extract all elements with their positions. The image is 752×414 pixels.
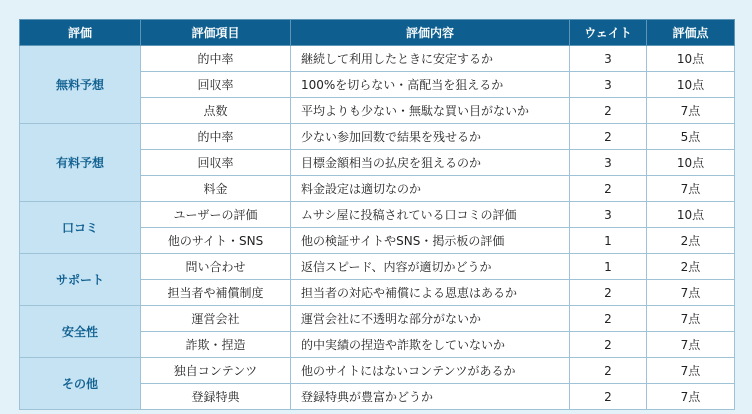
weight-cell: 2 bbox=[570, 306, 647, 332]
category-cell: 有料予想 bbox=[20, 124, 141, 202]
score-cell: 7点 bbox=[647, 384, 735, 410]
item-cell: 的中率 bbox=[141, 46, 291, 72]
table-row bbox=[20, 46, 735, 72]
header-evaluation: 評価 bbox=[20, 20, 141, 46]
table-row bbox=[20, 124, 735, 150]
header-content: 評価内容 bbox=[291, 20, 570, 46]
weight-cell: 3 bbox=[570, 46, 647, 72]
header-row bbox=[20, 20, 735, 46]
table-row bbox=[20, 254, 735, 280]
weight-cell: 2 bbox=[570, 332, 647, 358]
content-cell: 目標金額相当の払戻を狙えるのか bbox=[291, 150, 570, 176]
table-body bbox=[20, 46, 735, 410]
item-cell: 回収率 bbox=[141, 72, 291, 98]
content-cell: 100%を切らない・高配当を狙えるか bbox=[291, 72, 570, 98]
content-cell: 料金設定は適切なのか bbox=[291, 176, 570, 202]
content-cell: 返信スピード、内容が適切かどうか bbox=[291, 254, 570, 280]
weight-cell: 2 bbox=[570, 280, 647, 306]
weight-cell: 1 bbox=[570, 228, 647, 254]
weight-cell: 2 bbox=[570, 358, 647, 384]
score-cell: 7点 bbox=[647, 280, 735, 306]
category-cell: 安全性 bbox=[20, 306, 141, 358]
score-cell: 5点 bbox=[647, 124, 735, 150]
score-cell: 7点 bbox=[647, 332, 735, 358]
score-cell: 10点 bbox=[647, 150, 735, 176]
item-cell: 他のサイト・SNS bbox=[141, 228, 291, 254]
weight-cell: 2 bbox=[570, 176, 647, 202]
item-cell: 詐欺・捏造 bbox=[141, 332, 291, 358]
evaluation-table bbox=[19, 19, 735, 410]
item-cell: 点数 bbox=[141, 98, 291, 124]
score-cell: 10点 bbox=[647, 46, 735, 72]
header-item: 評価項目 bbox=[141, 20, 291, 46]
weight-cell: 3 bbox=[570, 150, 647, 176]
score-cell: 7点 bbox=[647, 98, 735, 124]
category-cell: 無料予想 bbox=[20, 46, 141, 124]
weight-cell: 2 bbox=[570, 384, 647, 410]
content-cell: 的中実績の捏造や詐欺をしていないか bbox=[291, 332, 570, 358]
weight-cell: 2 bbox=[570, 124, 647, 150]
evaluation-table-container bbox=[19, 19, 734, 410]
weight-cell: 1 bbox=[570, 254, 647, 280]
score-cell: 2点 bbox=[647, 254, 735, 280]
content-cell: 少ない参加回数で結果を残せるか bbox=[291, 124, 570, 150]
item-cell: 料金 bbox=[141, 176, 291, 202]
table-row bbox=[20, 202, 735, 228]
table-row bbox=[20, 358, 735, 384]
item-cell: 独自コンテンツ bbox=[141, 358, 291, 384]
weight-cell: 3 bbox=[570, 202, 647, 228]
score-cell: 2点 bbox=[647, 228, 735, 254]
content-cell: 他のサイトにはないコンテンツがあるか bbox=[291, 358, 570, 384]
item-cell: 担当者や補償制度 bbox=[141, 280, 291, 306]
score-cell: 7点 bbox=[647, 176, 735, 202]
score-cell: 10点 bbox=[647, 202, 735, 228]
content-cell: ムサシ屋に投稿されている口コミの評価 bbox=[291, 202, 570, 228]
content-cell: 登録特典が豊富かどうか bbox=[291, 384, 570, 410]
header-weight: ウェイト bbox=[570, 20, 647, 46]
item-cell: 回収率 bbox=[141, 150, 291, 176]
item-cell: 運営会社 bbox=[141, 306, 291, 332]
content-cell: 運営会社に不透明な部分がないか bbox=[291, 306, 570, 332]
weight-cell: 3 bbox=[570, 72, 647, 98]
category-cell: 口コミ bbox=[20, 202, 141, 254]
score-cell: 7点 bbox=[647, 306, 735, 332]
score-cell: 10点 bbox=[647, 72, 735, 98]
item-cell: 問い合わせ bbox=[141, 254, 291, 280]
content-cell: 平均よりも少ない・無駄な買い目がないか bbox=[291, 98, 570, 124]
item-cell: 登録特典 bbox=[141, 384, 291, 410]
item-cell: ユーザーの評価 bbox=[141, 202, 291, 228]
header-score: 評価点 bbox=[647, 20, 735, 46]
table-row bbox=[20, 306, 735, 332]
table-header bbox=[20, 20, 735, 46]
content-cell: 継続して利用したときに安定するか bbox=[291, 46, 570, 72]
category-cell: その他 bbox=[20, 358, 141, 410]
item-cell: 的中率 bbox=[141, 124, 291, 150]
score-cell: 7点 bbox=[647, 358, 735, 384]
content-cell: 他の検証サイトやSNS・掲示板の評価 bbox=[291, 228, 570, 254]
weight-cell: 2 bbox=[570, 98, 647, 124]
category-cell: サポート bbox=[20, 254, 141, 306]
content-cell: 担当者の対応や補償による恩恵はあるか bbox=[291, 280, 570, 306]
